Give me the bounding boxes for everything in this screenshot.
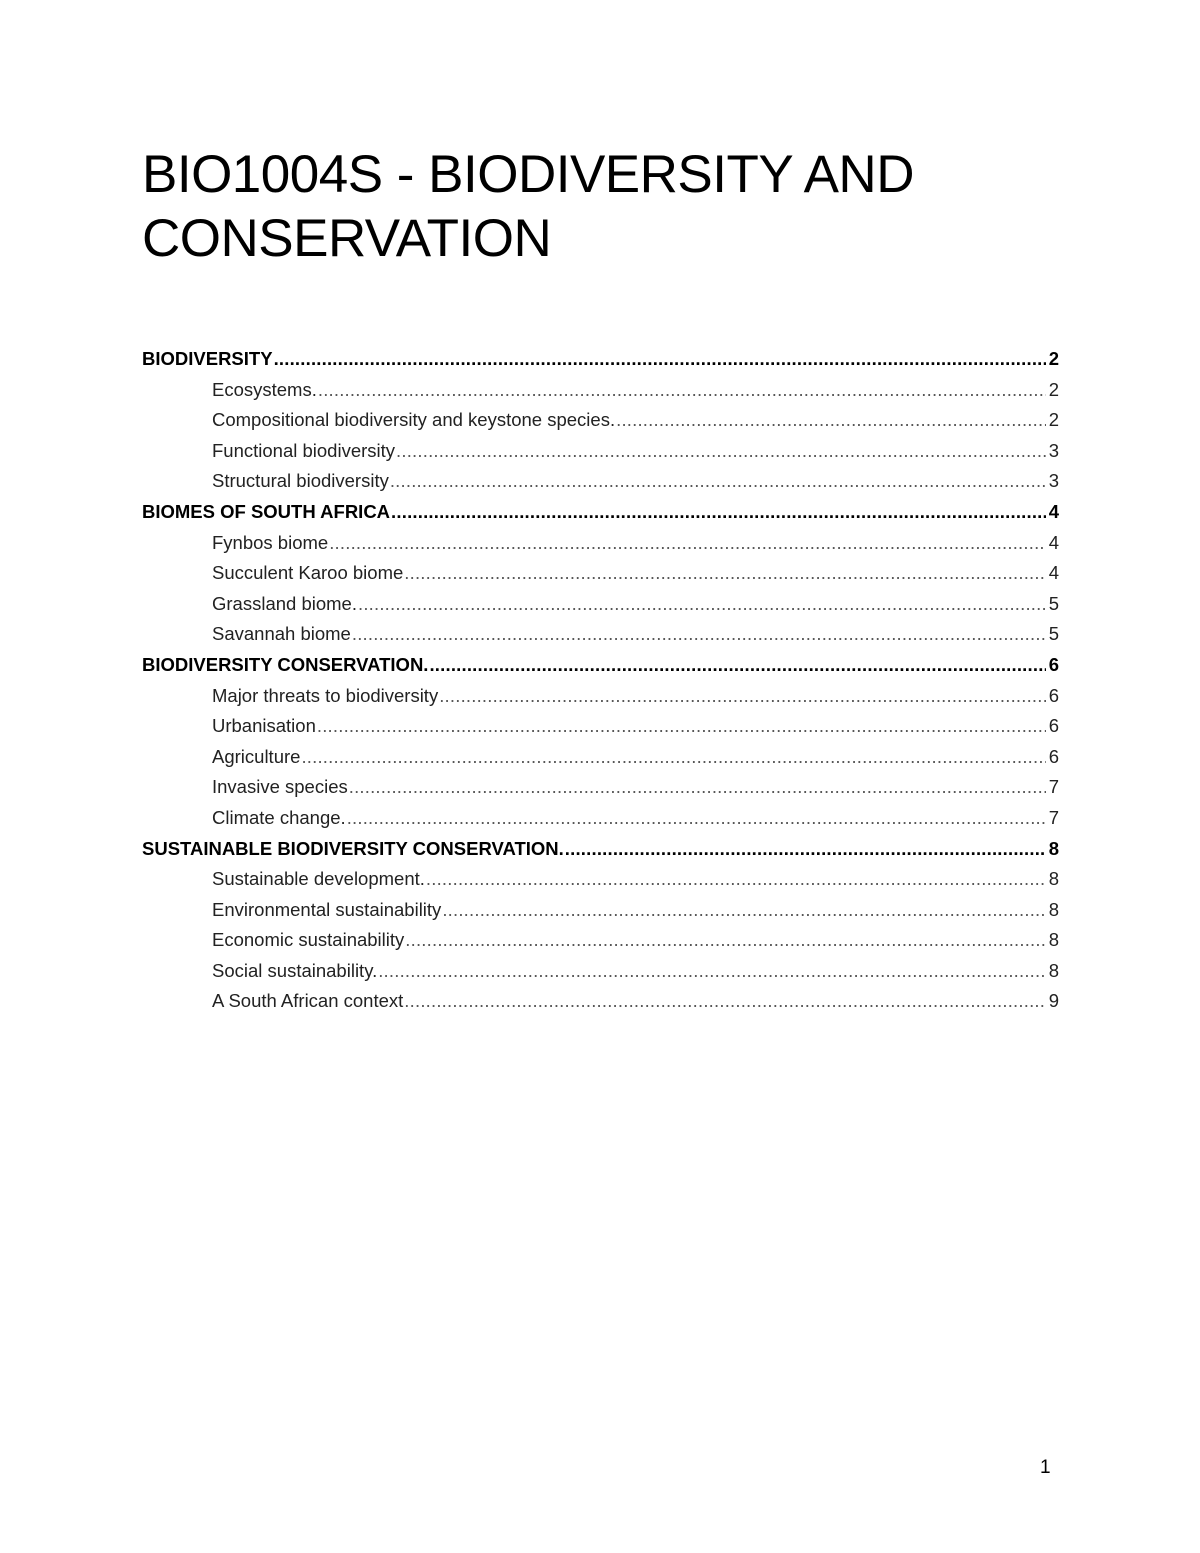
toc-entry-page: 8 xyxy=(1048,929,1059,951)
toc-dot-leader xyxy=(347,803,1046,834)
toc-entry-page: 7 xyxy=(1048,776,1059,798)
toc-entry-page: 3 xyxy=(1048,470,1059,492)
toc-entry-label: Savannah biome xyxy=(212,623,351,645)
toc-entry-page: 2 xyxy=(1048,409,1059,431)
toc-dot-leader xyxy=(352,619,1046,650)
toc-entry-label: Ecosystems. xyxy=(212,378,317,400)
toc-entry-page: 9 xyxy=(1048,990,1059,1012)
toc-entry[interactable] xyxy=(142,528,1059,559)
toc-entry[interactable] xyxy=(142,864,1059,895)
toc-entry-label: A South African context xyxy=(212,990,404,1012)
toc-entry-label: Agriculture xyxy=(212,745,301,767)
toc-entry-label: Economic sustainability xyxy=(212,929,405,951)
toc-entry-page: 5 xyxy=(1048,623,1059,645)
toc-entry[interactable] xyxy=(142,681,1059,712)
toc-dot-leader xyxy=(358,589,1046,620)
toc-entry-page: 6 xyxy=(1048,745,1059,767)
toc-entry[interactable] xyxy=(142,742,1059,773)
toc-entry-label: Functional biodiversity xyxy=(212,439,396,461)
toc-entry[interactable] xyxy=(142,497,1059,528)
toc-entry-label: Fynbos biome xyxy=(212,531,329,553)
toc-entry-label: Climate change. xyxy=(212,806,346,828)
toc-entry-page: 8 xyxy=(1048,898,1059,920)
toc-dot-leader xyxy=(396,436,1046,467)
toc-dot-leader xyxy=(378,956,1046,987)
toc-entry[interactable] xyxy=(142,925,1059,956)
toc-entry-page: 5 xyxy=(1048,592,1059,614)
toc-entry-page: 8 xyxy=(1048,868,1059,890)
toc-dot-leader xyxy=(274,344,1046,375)
toc-dot-leader xyxy=(318,375,1046,406)
toc-dot-leader xyxy=(349,772,1046,803)
toc-entry-label: Urbanisation xyxy=(212,715,316,737)
toc-entry-page: 4 xyxy=(1048,500,1059,522)
toc-entry[interactable] xyxy=(142,986,1059,1017)
toc-entry[interactable] xyxy=(142,436,1059,467)
toc-entry-page: 6 xyxy=(1048,684,1059,706)
toc-dot-leader xyxy=(317,711,1046,742)
toc-entry-label: Environmental sustainability xyxy=(212,898,442,920)
toc-entry-page: 8 xyxy=(1048,837,1059,859)
toc-entry-label: Grassland biome. xyxy=(212,592,357,614)
toc-entry-label: Major threats to biodiversity xyxy=(212,684,439,706)
toc-entry[interactable] xyxy=(142,558,1059,589)
toc-dot-leader xyxy=(565,834,1046,865)
toc-entry[interactable] xyxy=(142,956,1059,987)
toc-entry-page: 4 xyxy=(1048,562,1059,584)
toc-entry[interactable] xyxy=(142,834,1059,865)
toc-entry-label: Invasive species xyxy=(212,776,348,798)
toc-entry[interactable] xyxy=(142,375,1059,406)
toc-dot-leader xyxy=(391,497,1046,528)
toc-entry-label: BIODIVERSITY xyxy=(142,348,273,369)
toc-dot-leader xyxy=(404,986,1046,1017)
toc-entry-page: 4 xyxy=(1048,531,1059,553)
document-title: BIO1004S - BIODIVERSITY AND CONSERVATION xyxy=(142,145,914,268)
toc-dot-leader xyxy=(442,895,1046,926)
toc-dot-leader xyxy=(329,528,1046,559)
toc-entry[interactable] xyxy=(142,772,1059,803)
toc-dot-leader xyxy=(426,864,1046,895)
toc-entry-label: BIOMES OF SOUTH AFRICA xyxy=(142,500,391,522)
toc-entry-page: 6 xyxy=(1048,715,1059,737)
toc-entry[interactable] xyxy=(142,405,1059,436)
toc-entry[interactable] xyxy=(142,711,1059,742)
toc-entry-page: 2 xyxy=(1048,378,1059,400)
toc-entry-label: Sustainable development. xyxy=(212,868,425,890)
toc-dot-leader xyxy=(405,925,1046,956)
toc-entry[interactable] xyxy=(142,619,1059,650)
toc-dot-leader xyxy=(439,681,1046,712)
toc-dot-leader xyxy=(616,405,1046,436)
toc-entry-page: 3 xyxy=(1048,439,1059,461)
toc-entry[interactable] xyxy=(142,466,1059,497)
toc-entry-label: Social sustainability. xyxy=(212,959,378,981)
toc-entry[interactable] xyxy=(142,650,1059,681)
toc-entry-page: 2 xyxy=(1048,348,1059,369)
toc-entry-label: SUSTAINABLE BIODIVERSITY CONSERVATION. xyxy=(142,837,564,859)
toc-dot-leader xyxy=(390,466,1046,497)
toc-entry[interactable] xyxy=(142,895,1059,926)
toc-dot-leader xyxy=(301,742,1046,773)
page-number: 1 xyxy=(1040,1457,1051,1478)
toc-entry[interactable] xyxy=(142,803,1059,834)
toc-dot-leader xyxy=(404,558,1046,589)
toc-entry-page: 7 xyxy=(1048,806,1059,828)
toc-dot-leader xyxy=(429,650,1046,681)
toc-entry-page: 6 xyxy=(1048,653,1059,675)
toc-entry-label: BIODIVERSITY CONSERVATION. xyxy=(142,653,429,675)
toc-entry-label: Structural biodiversity xyxy=(212,470,389,492)
table-of-contents xyxy=(142,344,1059,1017)
toc-entry-label: Compositional biodiversity and keystone species. xyxy=(212,409,616,431)
toc-entry-page: 8 xyxy=(1048,959,1059,981)
toc-entry[interactable] xyxy=(142,589,1059,620)
toc-entry[interactable] xyxy=(142,344,1059,375)
toc-entry-label: Succulent Karoo biome xyxy=(212,562,404,584)
